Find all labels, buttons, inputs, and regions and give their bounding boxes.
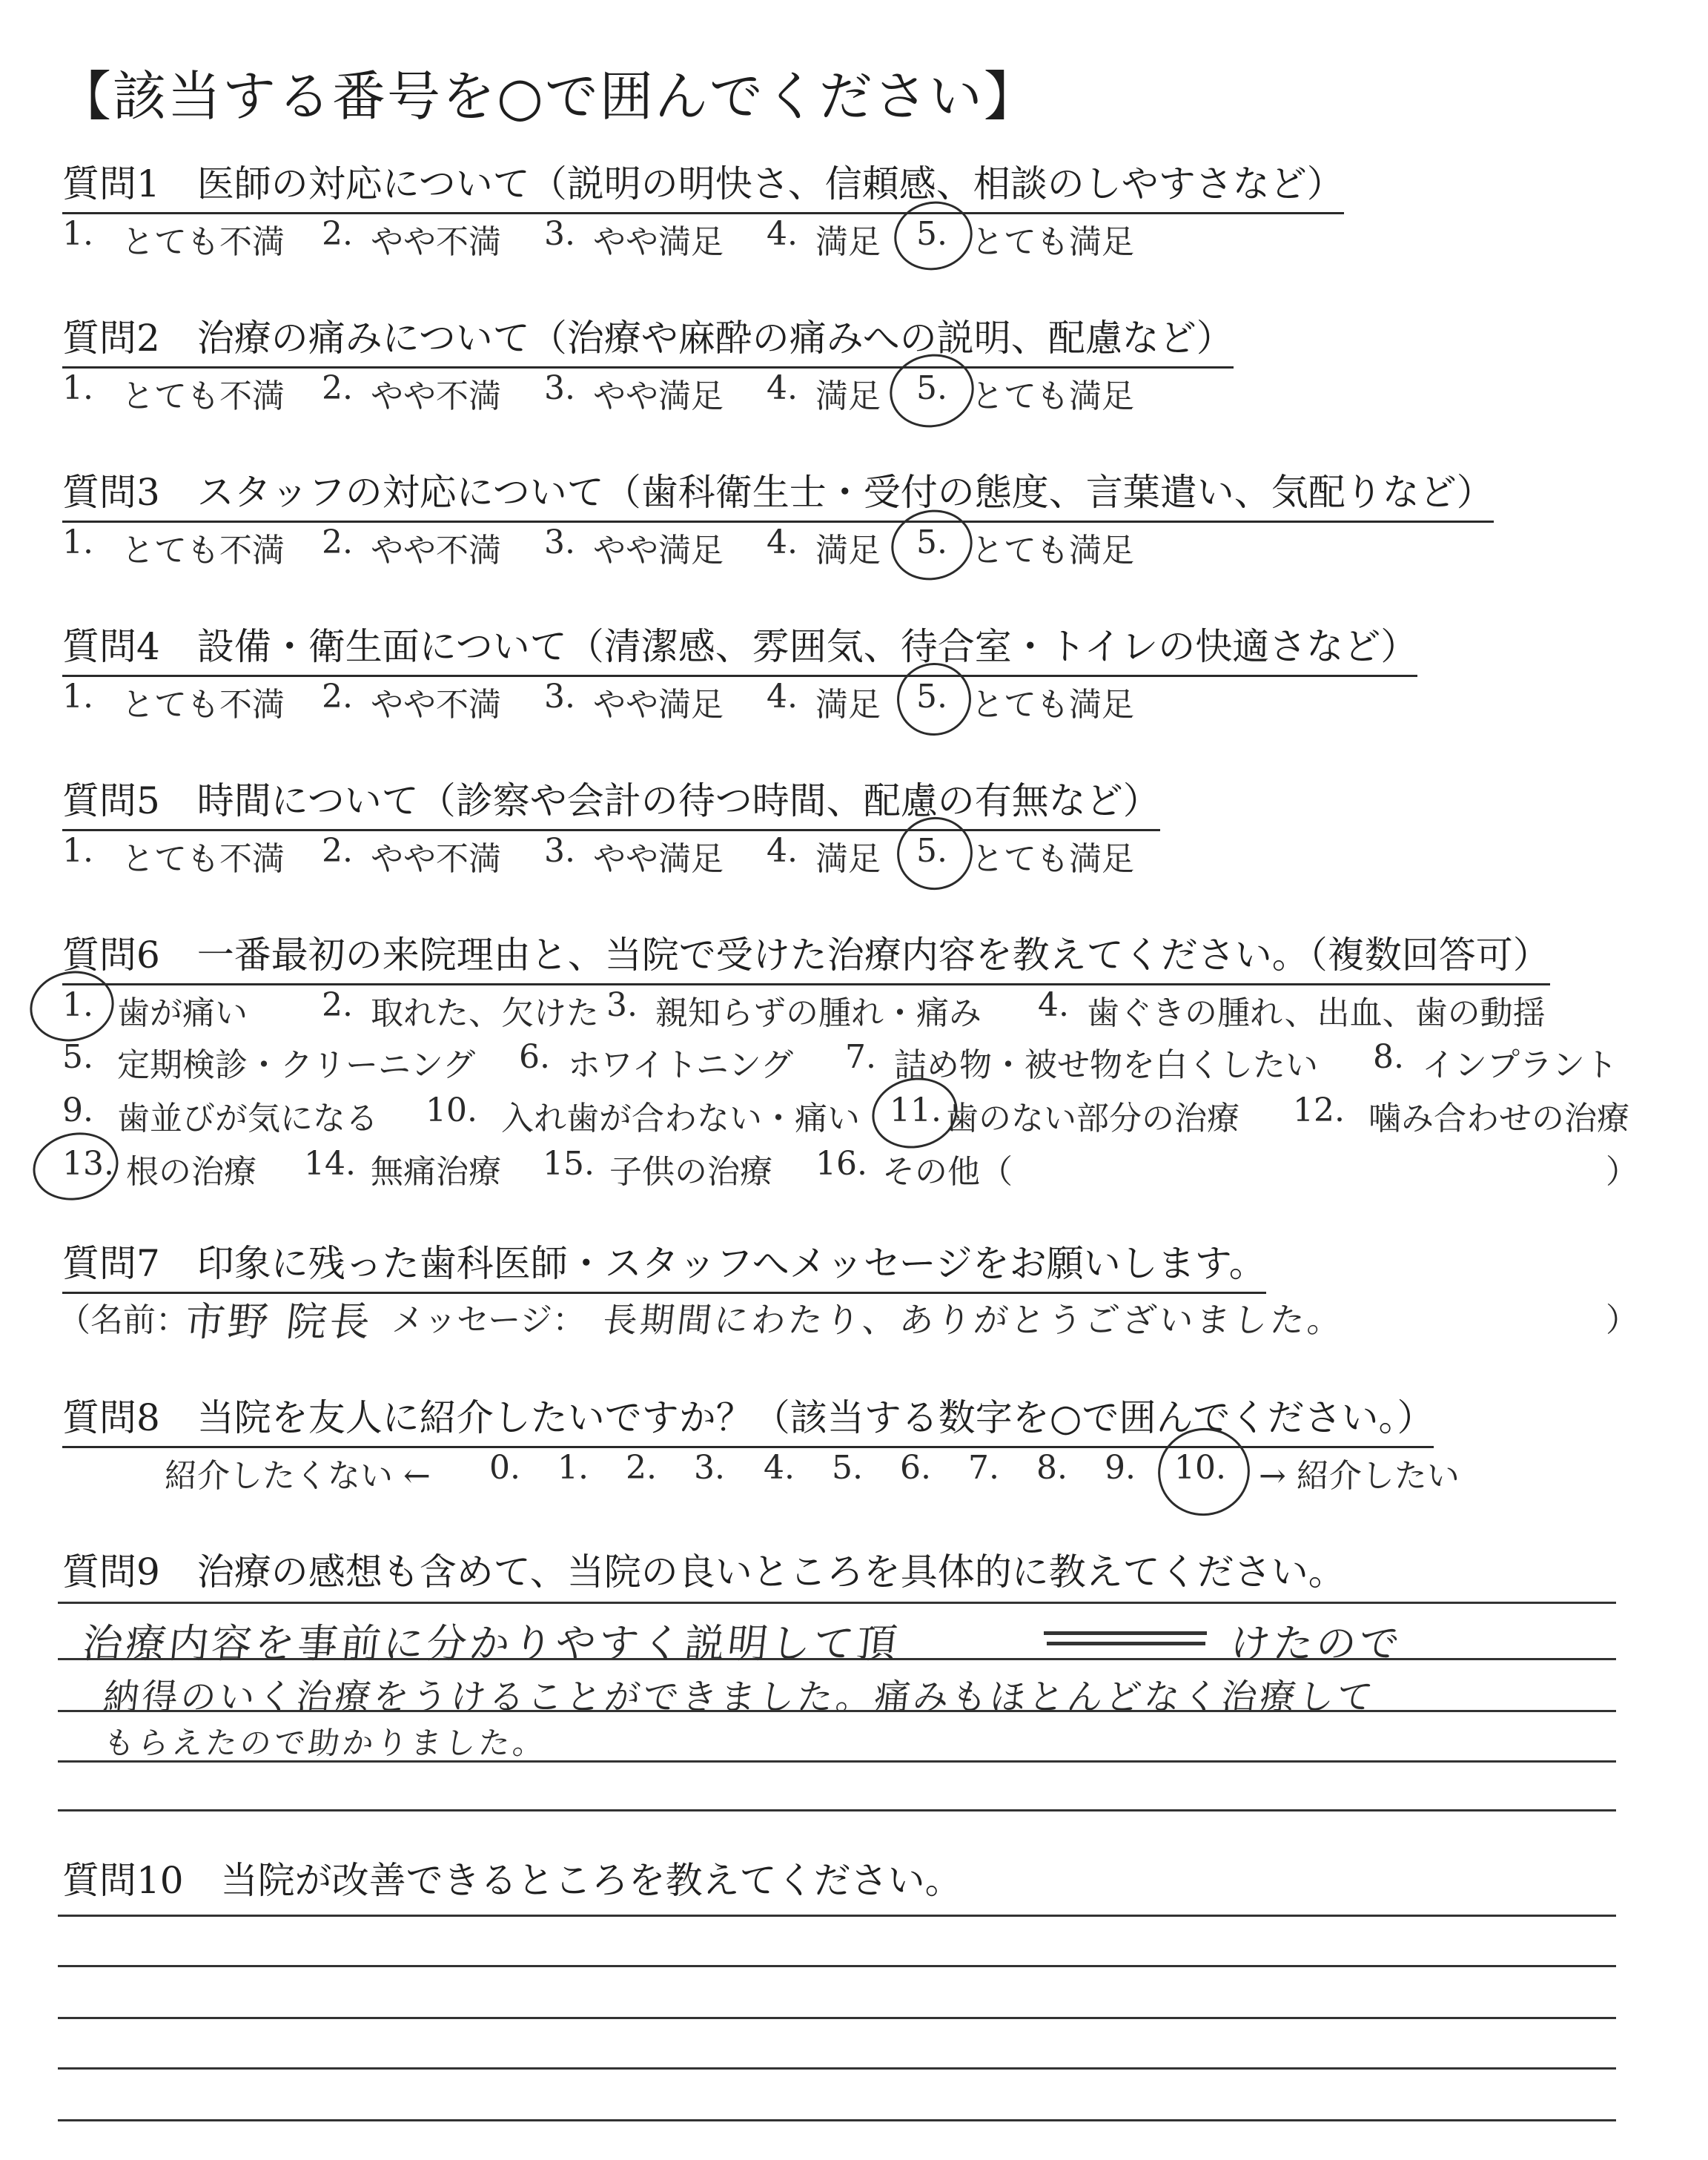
q9-title: 質問9 治療の感想も含めて、当院の良いところを具体的に教えてください。 bbox=[62, 1550, 1345, 1593]
answer-line bbox=[58, 1602, 1616, 1604]
q6-option-number-selected[interactable]: 13. bbox=[62, 1145, 114, 1183]
strikethrough-mark bbox=[1044, 1631, 1207, 1635]
q2-option-number[interactable]: 1. bbox=[62, 369, 93, 407]
q5-option-number[interactable]: 3. bbox=[544, 832, 575, 870]
q7-message-label: メッセージ： bbox=[391, 1301, 586, 1339]
q3-option-label: やや満足 bbox=[593, 532, 724, 569]
q9-answer-line-2[interactable]: 納得のいく治療をうけることができました。痛みもほとんどなく治療して bbox=[101, 1677, 1378, 1718]
q8-scale-option[interactable]: 2. bbox=[626, 1449, 657, 1487]
q6-option-number[interactable]: 12. bbox=[1293, 1091, 1345, 1129]
q8-scale-option[interactable]: 0. bbox=[489, 1449, 520, 1487]
q6-option-label: 定期検診・クリーニング bbox=[117, 1046, 476, 1084]
q6-option-label: 歯が痛い bbox=[117, 994, 248, 1032]
q6-option-label: 歯ぐきの腫れ、出血、歯の動揺 bbox=[1087, 994, 1546, 1032]
q4-option-label: とても満足 bbox=[971, 686, 1134, 724]
q6-option-label: インプラント bbox=[1422, 1046, 1618, 1084]
q8-scale-option-selected[interactable]: 10. bbox=[1174, 1449, 1226, 1487]
q1-option-number[interactable]: 2. bbox=[322, 215, 353, 253]
q9-answer-line-3[interactable]: もらえたので助かりました。 bbox=[102, 1725, 549, 1761]
q4-option-number[interactable]: 2. bbox=[322, 678, 353, 716]
q1-option-label: とても満足 bbox=[971, 223, 1134, 261]
q4-option-number-selected[interactable]: 5. bbox=[916, 678, 947, 716]
q6-option-label: ホワイトニング bbox=[568, 1046, 794, 1084]
q8-scale-option[interactable]: 4. bbox=[764, 1449, 795, 1487]
q2-option-label: とても満足 bbox=[971, 377, 1134, 415]
q2-option-label: 満足 bbox=[815, 377, 881, 415]
q5-option-number[interactable]: 2. bbox=[322, 832, 353, 870]
q5-option-number[interactable]: 4. bbox=[767, 832, 798, 870]
q8-scale-option[interactable]: 6. bbox=[900, 1449, 931, 1487]
q6-option-number-selected[interactable]: 1. bbox=[62, 986, 93, 1024]
answer-line bbox=[58, 2119, 1616, 2121]
q1-option-label: やや満足 bbox=[593, 223, 724, 261]
q6-option-label: 噛み合わせの治療 bbox=[1368, 1100, 1629, 1137]
q2-option-number-selected[interactable]: 5. bbox=[916, 369, 947, 407]
q2-option-label: とても不満 bbox=[122, 377, 285, 415]
q6-option-number-selected[interactable]: 11. bbox=[890, 1091, 941, 1129]
q6-option-number[interactable]: 7. bbox=[845, 1038, 876, 1076]
q6-option-label: 取れた、欠けた bbox=[371, 994, 599, 1032]
q5-option-number-selected[interactable]: 5. bbox=[916, 832, 947, 870]
q5-option-number[interactable]: 1. bbox=[62, 832, 93, 870]
q7-name-value[interactable]: 市野 院長 bbox=[182, 1298, 376, 1345]
q3-option-number[interactable]: 4. bbox=[767, 524, 798, 561]
q3-option-number[interactable]: 2. bbox=[322, 524, 353, 561]
q6-option-number[interactable]: 5. bbox=[62, 1038, 93, 1076]
q8-scale-option[interactable]: 7. bbox=[968, 1449, 999, 1487]
q3-option-label: 満足 bbox=[815, 532, 881, 569]
q4-option-number[interactable]: 3. bbox=[544, 678, 575, 716]
q10-title: 質問10 当院が改善できるところを教えてください。 bbox=[62, 1859, 962, 1902]
q8-scale-option[interactable]: 5. bbox=[832, 1449, 863, 1487]
q8-left-label: 紹介したくない ← bbox=[165, 1457, 431, 1495]
q6-option-number[interactable]: 2. bbox=[322, 986, 353, 1024]
q1-option-number[interactable]: 4. bbox=[767, 215, 798, 253]
q4-option-label: とても不満 bbox=[122, 686, 285, 724]
q6-option-number[interactable]: 9. bbox=[62, 1091, 93, 1129]
selection-circle bbox=[27, 1125, 125, 1208]
answer-line bbox=[58, 1965, 1616, 1967]
q8-scale-option[interactable]: 3. bbox=[694, 1449, 725, 1487]
answer-line bbox=[58, 1915, 1616, 1917]
q7-message-value[interactable]: 長期間にわたり、ありがとうございました。 bbox=[600, 1300, 1347, 1340]
strikethrough-mark bbox=[1047, 1642, 1205, 1645]
q6-option-label: その他（ bbox=[882, 1153, 1013, 1191]
q8-right-label: → 紹介したい bbox=[1259, 1457, 1460, 1495]
q3-option-label: やや不満 bbox=[371, 532, 501, 569]
q1-option-number[interactable]: 3. bbox=[544, 215, 575, 253]
q6-option-number[interactable]: 10. bbox=[426, 1091, 477, 1129]
q6-option-label: 親知らずの腫れ・痛み bbox=[655, 994, 982, 1032]
q1-option-label: とても不満 bbox=[122, 223, 285, 261]
q4-option-number[interactable]: 1. bbox=[62, 678, 93, 716]
q4-option-label: 満足 bbox=[815, 686, 881, 724]
q7-name-label: （名前： bbox=[58, 1301, 188, 1339]
q8-scale-option[interactable]: 1. bbox=[557, 1449, 589, 1487]
answer-line bbox=[58, 1809, 1616, 1811]
q1-option-label: 満足 bbox=[815, 223, 881, 261]
q8-title: 質問8 当院を友人に紹介したいですか？（該当する数字を○で囲んでください。） bbox=[62, 1388, 1434, 1448]
q6-option-number[interactable]: 16. bbox=[815, 1145, 867, 1183]
q7-title: 質問7 印象に残った歯科医師・スタッフへメッセージをお願いします。 bbox=[62, 1234, 1266, 1294]
q6-option-label: 子供の治療 bbox=[609, 1153, 772, 1191]
q6-title: 質問6 一番最初の来院理由と、当院で受けた治療内容を教えてください。（複数回答可） bbox=[62, 925, 1550, 985]
q5-option-label: とても満足 bbox=[971, 840, 1134, 878]
q6-option-number[interactable]: 4. bbox=[1038, 986, 1069, 1024]
q6-option-number[interactable]: 6. bbox=[519, 1038, 550, 1076]
q6-option-label: 歯並びが気になる bbox=[117, 1100, 378, 1137]
q3-option-label: とても満足 bbox=[971, 532, 1134, 569]
q8-scale-option[interactable]: 9. bbox=[1105, 1449, 1136, 1487]
answer-line bbox=[58, 2067, 1616, 2070]
q7-close: ） bbox=[1606, 1301, 1638, 1339]
q3-option-label: とても不満 bbox=[122, 532, 285, 569]
q1-title: 質問1 医師の対応について（説明の明快さ、信頼感、相談のしやすさなど） bbox=[62, 154, 1344, 214]
q6-option-label: 詰め物・被せ物を白くしたい bbox=[894, 1046, 1318, 1084]
q3-option-number[interactable]: 1. bbox=[62, 524, 93, 561]
q3-title: 質問3 スタッフの対応について（歯科衛生士・受付の態度、言葉遣い、気配りなど） bbox=[62, 463, 1494, 523]
q6-option-label: 入れ歯が合わない・痛い bbox=[501, 1100, 860, 1137]
q6-option-number[interactable]: 14. bbox=[304, 1145, 356, 1183]
form-heading: 【該当する番号を○で囲んでください】 bbox=[58, 65, 1039, 128]
q6-option-number[interactable]: 15. bbox=[543, 1145, 595, 1183]
q2-option-label: やや不満 bbox=[371, 377, 501, 415]
q5-option-label: とても不満 bbox=[122, 840, 285, 878]
answer-line bbox=[58, 1658, 1616, 1660]
q4-option-label: やや不満 bbox=[371, 686, 501, 724]
q9-answer-line-1[interactable]: 治療内容を事前に分かりやすく説明して頂 bbox=[80, 1620, 902, 1667]
q4-title: 質問4 設備・衛生面について（清潔感、雰囲気、待合室・トイレの快適さなど） bbox=[62, 617, 1417, 677]
q8-scale-option[interactable]: 8. bbox=[1036, 1449, 1068, 1487]
answer-line bbox=[58, 2017, 1616, 2019]
q1-option-number[interactable]: 1. bbox=[62, 215, 93, 253]
q6-option-label: 無痛治療 bbox=[371, 1153, 501, 1191]
q9-answer-line-1-continued[interactable]: けたので bbox=[1228, 1620, 1405, 1667]
q2-option-number[interactable]: 2. bbox=[322, 369, 353, 407]
q5-option-label: やや不満 bbox=[371, 840, 501, 878]
q1-option-label: やや不満 bbox=[371, 223, 501, 261]
q6-option-number[interactable]: 8. bbox=[1373, 1038, 1404, 1076]
q5-option-label: やや満足 bbox=[593, 840, 724, 878]
q4-option-label: やや満足 bbox=[593, 686, 724, 724]
q6-option-label: 根の治療 bbox=[126, 1153, 256, 1191]
answer-line bbox=[58, 1760, 1616, 1763]
q6-other-close: ） bbox=[1606, 1153, 1638, 1191]
q2-option-number[interactable]: 3. bbox=[544, 369, 575, 407]
q3-option-number[interactable]: 3. bbox=[544, 524, 575, 561]
q3-option-number-selected[interactable]: 5. bbox=[916, 524, 947, 561]
q5-option-label: 満足 bbox=[815, 840, 881, 878]
q6-option-number[interactable]: 3. bbox=[606, 986, 638, 1024]
q2-option-number[interactable]: 4. bbox=[767, 369, 798, 407]
q4-option-number[interactable]: 4. bbox=[767, 678, 798, 716]
q5-title: 質問5 時間について（診察や会計の待つ時間、配慮の有無など） bbox=[62, 771, 1160, 831]
q6-option-label: 歯のない部分の治療 bbox=[946, 1100, 1239, 1137]
q2-title: 質問2 治療の痛みについて（治療や麻酔の痛みへの説明、配慮など） bbox=[62, 308, 1234, 369]
q2-option-label: やや満足 bbox=[593, 377, 724, 415]
answer-line bbox=[58, 1710, 1616, 1712]
q1-option-number-selected[interactable]: 5. bbox=[916, 215, 947, 253]
